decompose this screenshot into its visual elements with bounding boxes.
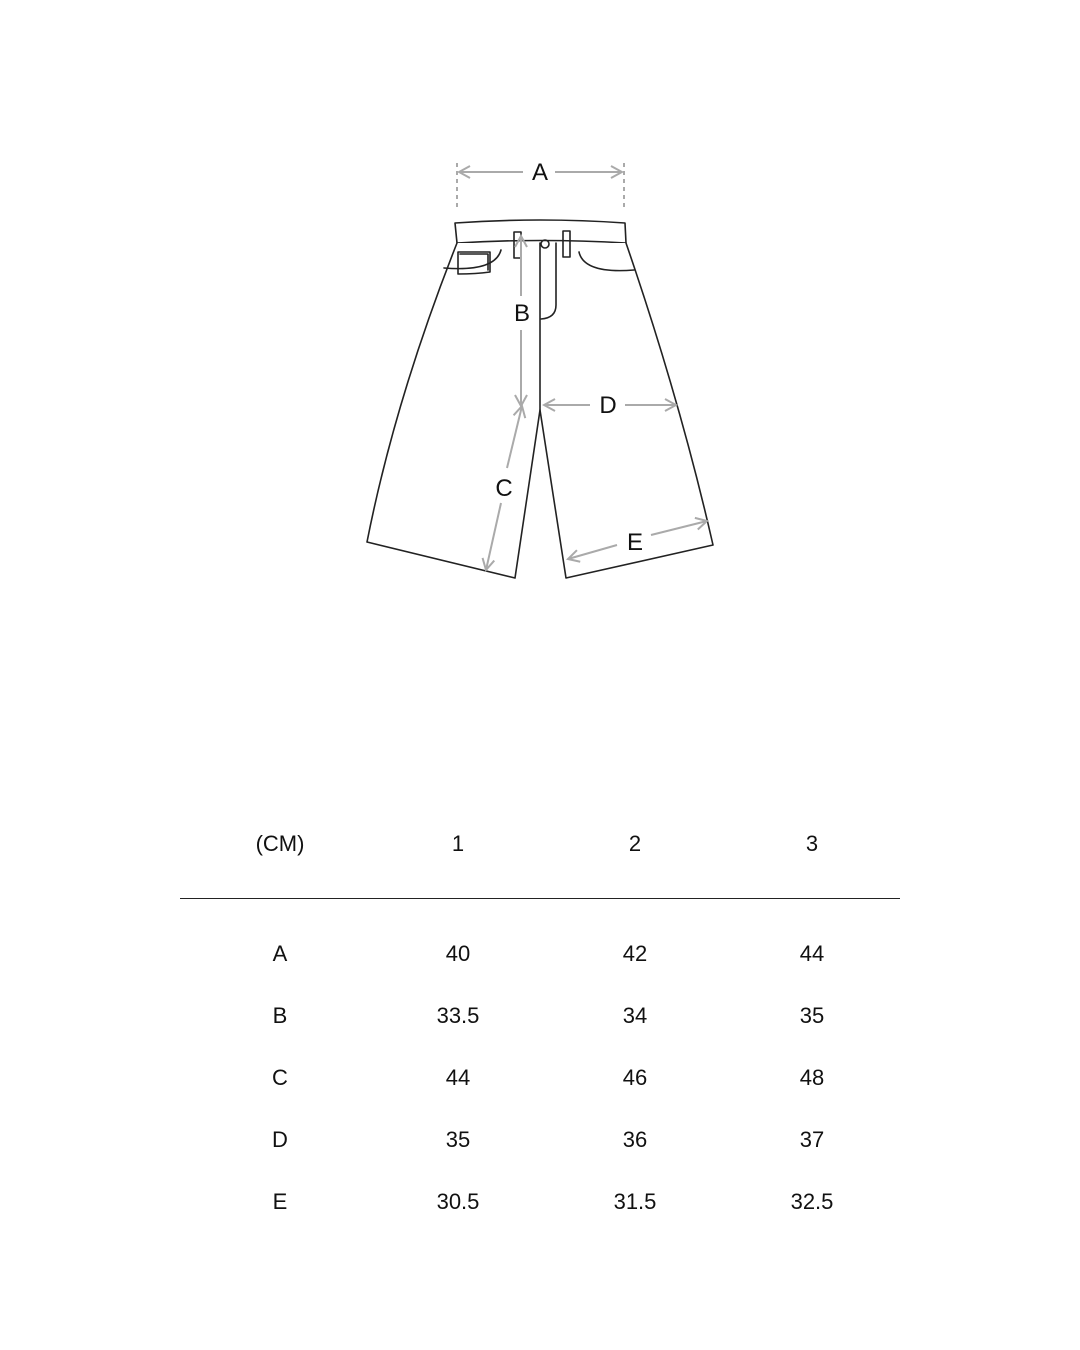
table-header (180, 824, 900, 864)
table-cell: 35 (445, 1127, 471, 1152)
size-header: 2 (628, 831, 642, 856)
size-header: 1 (451, 831, 465, 856)
size-header: 3 (805, 831, 819, 856)
label-e: E (626, 529, 644, 556)
table-cell: 46 (622, 1065, 648, 1090)
waistband (455, 220, 626, 243)
table-cell: 48 (799, 1065, 825, 1090)
table-cell: 44 (445, 1065, 471, 1090)
label-a: A (531, 159, 549, 186)
label-b: B (513, 300, 531, 327)
table-cell: 40 (445, 941, 471, 966)
table-row (180, 1182, 900, 1222)
row-label: B (272, 1003, 288, 1028)
table-row (180, 1058, 900, 1098)
table-row (180, 1120, 900, 1160)
table-cell: 35 (799, 1003, 825, 1028)
table-row (180, 934, 900, 974)
table-cell: 31.5 (613, 1189, 657, 1214)
row-label: C (272, 1065, 288, 1090)
table-cell: 36 (622, 1127, 648, 1152)
shorts-outline (367, 220, 713, 578)
row-label: E (272, 1189, 288, 1214)
row-label: D (272, 1127, 288, 1152)
row-label: A (272, 941, 288, 966)
label-d: D (599, 392, 617, 419)
table-cell: 34 (622, 1003, 648, 1028)
table-cell: 32.5 (790, 1189, 834, 1214)
unit-label: (CM) (255, 831, 305, 856)
table-cell: 44 (799, 941, 825, 966)
table-cell: 42 (622, 941, 648, 966)
label-c: C (495, 475, 513, 502)
table-cell: 33.5 (436, 1003, 480, 1028)
table-row (180, 996, 900, 1036)
table-cell: 30.5 (436, 1189, 480, 1214)
table-cell: 37 (799, 1127, 825, 1152)
table-divider (180, 898, 900, 899)
